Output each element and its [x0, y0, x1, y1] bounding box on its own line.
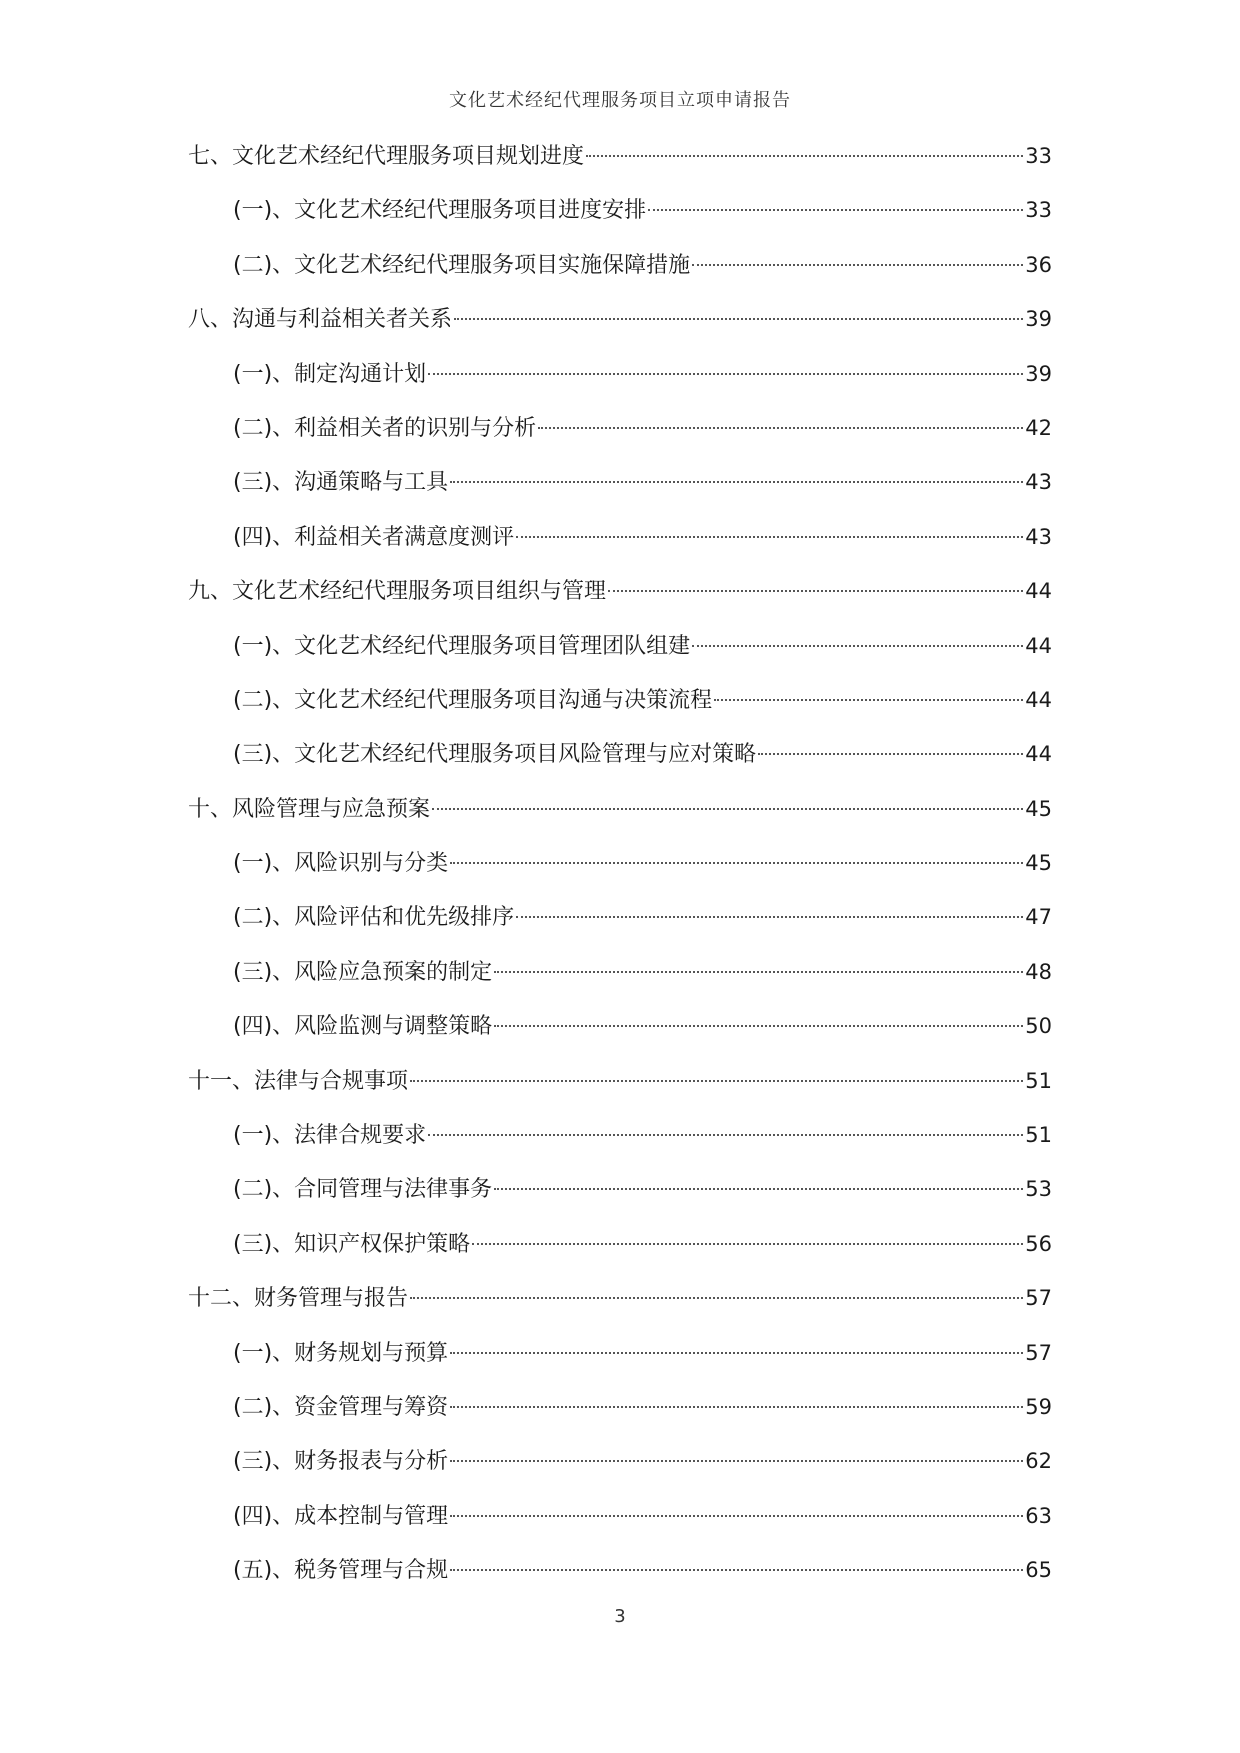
- toc-section-entry[interactable]: [188, 522, 1052, 576]
- toc-entry-title: (一)、制定沟通计划: [233, 361, 427, 387]
- toc-entry-title: 十、风险管理与应急预案: [188, 796, 431, 822]
- table-of-contents: [188, 141, 1052, 1610]
- toc-dot-leader: [410, 1297, 1023, 1299]
- toc-entry-page-number: 51: [1025, 1068, 1052, 1093]
- toc-entry-title: (三)、知识产权保护策略: [233, 1231, 471, 1257]
- toc-entry-page-number: 62: [1025, 1449, 1052, 1474]
- toc-dot-leader: [428, 373, 1023, 375]
- toc-entry-page-number: 44: [1025, 687, 1052, 712]
- toc-dot-leader: [586, 155, 1023, 157]
- toc-dot-leader: [494, 1188, 1023, 1190]
- toc-entry-title: (一)、文化艺术经纪代理服务项目管理团队组建: [233, 633, 691, 659]
- toc-dot-leader: [454, 318, 1023, 320]
- toc-section-entry[interactable]: [188, 685, 1052, 739]
- toc-chapter-entry[interactable]: [188, 141, 1052, 195]
- toc-chapter-entry[interactable]: [188, 576, 1052, 630]
- toc-chapter-entry[interactable]: [188, 1066, 1052, 1120]
- toc-section-entry[interactable]: [188, 1392, 1052, 1446]
- toc-section-entry[interactable]: [188, 1174, 1052, 1228]
- toc-dot-leader: [538, 427, 1023, 429]
- toc-dot-leader: [428, 1134, 1023, 1136]
- toc-section-entry[interactable]: [188, 631, 1052, 685]
- toc-section-entry[interactable]: [188, 957, 1052, 1011]
- page-number: 3: [614, 1606, 626, 1627]
- toc-dot-leader: [450, 481, 1023, 483]
- toc-entry-title: (一)、文化艺术经纪代理服务项目进度安排: [233, 198, 647, 224]
- toc-entry-page-number: 39: [1025, 307, 1052, 332]
- toc-entry-title: (四)、利益相关者满意度测评: [233, 524, 515, 550]
- toc-entry-page-number: 42: [1025, 415, 1052, 440]
- toc-entry-page-number: 48: [1025, 959, 1052, 984]
- toc-section-entry[interactable]: [188, 467, 1052, 521]
- toc-dot-leader: [758, 753, 1023, 755]
- toc-dot-leader: [714, 699, 1023, 701]
- toc-entry-title: (二)、资金管理与筹资: [233, 1394, 449, 1420]
- toc-entry-title: 九、文化艺术经纪代理服务项目组织与管理: [188, 579, 607, 605]
- toc-entry-page-number: 43: [1025, 470, 1052, 495]
- toc-dot-leader: [472, 1243, 1023, 1245]
- toc-entry-title: 八、沟通与利益相关者关系: [188, 307, 453, 333]
- toc-entry-title: 十二、财务管理与报告: [188, 1286, 409, 1312]
- toc-entry-title: (三)、风险应急预案的制定: [233, 959, 493, 985]
- toc-entry-page-number: 33: [1025, 144, 1052, 168]
- toc-entry-title: (二)、合同管理与法律事务: [233, 1177, 493, 1203]
- page-header-title: 文化艺术经纪代理服务项目立项申请报告: [449, 90, 791, 111]
- toc-entry-page-number: 63: [1025, 1503, 1052, 1528]
- toc-entry-title: (一)、风险识别与分类: [233, 851, 449, 877]
- toc-dot-leader: [516, 536, 1023, 538]
- toc-dot-leader: [648, 209, 1023, 211]
- toc-dot-leader: [450, 1352, 1023, 1354]
- toc-entry-page-number: 43: [1025, 524, 1052, 549]
- toc-dot-leader: [516, 916, 1023, 918]
- toc-entry-page-number: 44: [1025, 742, 1052, 767]
- toc-entry-page-number: 57: [1025, 1286, 1052, 1311]
- toc-entry-title: (三)、沟通策略与工具: [233, 470, 449, 496]
- toc-section-entry[interactable]: [188, 413, 1052, 467]
- toc-entry-page-number: 57: [1025, 1340, 1052, 1365]
- toc-entry-page-number: 36: [1025, 252, 1052, 277]
- toc-entry-title: 十一、法律与合规事项: [188, 1068, 409, 1094]
- toc-entry-page-number: 56: [1025, 1231, 1052, 1256]
- toc-dot-leader: [450, 1406, 1023, 1408]
- toc-dot-leader: [450, 862, 1023, 864]
- toc-entry-title: (四)、风险监测与调整策略: [233, 1014, 493, 1040]
- toc-section-entry[interactable]: [188, 1338, 1052, 1392]
- toc-dot-leader: [608, 590, 1023, 592]
- toc-section-entry[interactable]: [188, 250, 1052, 304]
- toc-section-entry[interactable]: [188, 1229, 1052, 1283]
- toc-dot-leader: [450, 1569, 1023, 1571]
- toc-entry-title: (三)、财务报表与分析: [233, 1449, 449, 1475]
- toc-section-entry[interactable]: [188, 739, 1052, 793]
- toc-dot-leader: [450, 1515, 1023, 1517]
- toc-entry-title: (二)、文化艺术经纪代理服务项目实施保障措施: [233, 252, 691, 278]
- toc-entry-page-number: 45: [1025, 851, 1052, 876]
- toc-entry-page-number: 33: [1025, 198, 1052, 223]
- toc-entry-page-number: 44: [1025, 579, 1052, 604]
- toc-entry-title: (一)、法律合规要求: [233, 1123, 427, 1149]
- toc-section-entry[interactable]: [188, 1120, 1052, 1174]
- toc-entry-page-number: 53: [1025, 1177, 1052, 1202]
- toc-entry-page-number: 44: [1025, 633, 1052, 658]
- toc-section-entry[interactable]: [188, 1011, 1052, 1065]
- toc-chapter-entry[interactable]: [188, 794, 1052, 848]
- toc-entry-page-number: 47: [1025, 905, 1052, 930]
- toc-section-entry[interactable]: [188, 1446, 1052, 1500]
- toc-section-entry[interactable]: [188, 195, 1052, 249]
- toc-section-entry[interactable]: [188, 902, 1052, 956]
- toc-entry-title: 七、文化艺术经纪代理服务项目规划进度: [188, 144, 585, 169]
- toc-dot-leader: [450, 1460, 1023, 1462]
- toc-dot-leader: [692, 264, 1023, 266]
- toc-entry-page-number: 39: [1025, 361, 1052, 386]
- toc-entry-title: (二)、文化艺术经纪代理服务项目沟通与决策流程: [233, 687, 713, 713]
- toc-chapter-entry[interactable]: [188, 304, 1052, 358]
- toc-dot-leader: [692, 645, 1023, 647]
- toc-entry-page-number: 65: [1025, 1558, 1052, 1583]
- toc-entry-page-number: 50: [1025, 1014, 1052, 1039]
- toc-entry-title: (二)、利益相关者的识别与分析: [233, 415, 537, 441]
- toc-entry-title: (一)、财务规划与预算: [233, 1340, 449, 1366]
- toc-entry-title: (三)、文化艺术经纪代理服务项目风险管理与应对策略: [233, 742, 757, 768]
- toc-section-entry[interactable]: [188, 359, 1052, 413]
- toc-dot-leader: [494, 1025, 1023, 1027]
- toc-dot-leader: [410, 1080, 1023, 1082]
- toc-entry-page-number: 59: [1025, 1394, 1052, 1419]
- toc-dot-leader: [432, 808, 1023, 810]
- toc-section-entry[interactable]: [188, 1555, 1052, 1609]
- toc-entry-title: (五)、税务管理与合规: [233, 1558, 449, 1584]
- toc-entry-page-number: 51: [1025, 1123, 1052, 1148]
- toc-entry-page-number: 45: [1025, 796, 1052, 821]
- toc-entry-title: (四)、成本控制与管理: [233, 1503, 449, 1529]
- toc-entry-title: (二)、风险评估和优先级排序: [233, 905, 515, 931]
- toc-section-entry[interactable]: [188, 848, 1052, 902]
- toc-chapter-entry[interactable]: [188, 1283, 1052, 1337]
- toc-dot-leader: [494, 971, 1023, 973]
- toc-section-entry[interactable]: [188, 1501, 1052, 1555]
